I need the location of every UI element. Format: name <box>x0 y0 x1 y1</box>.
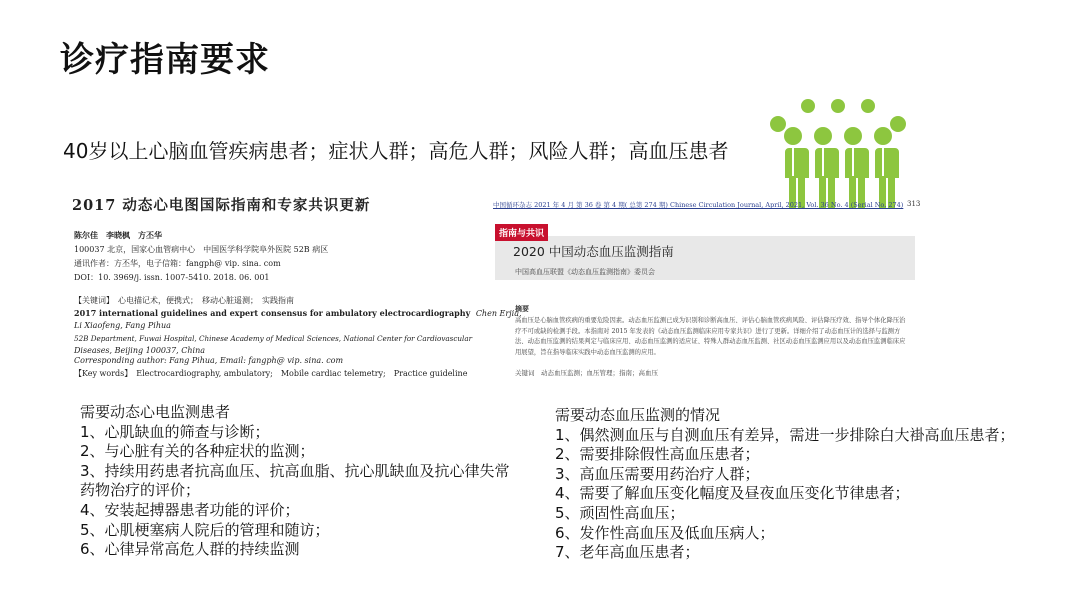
bp-paper-abstract-heading: 摘要 <box>515 304 529 313</box>
list-item: 4、安装起搏器患者功能的评价； <box>80 500 300 519</box>
list-heading: 需要动态心电监测患者 <box>80 403 231 421</box>
people-group-icon <box>762 96 914 212</box>
ecg-paper-corresponding: 通讯作者：方丕华，电子信箱：fangph@ vip. sina. com <box>74 259 281 268</box>
bp-guideline-paper <box>493 196 923 384</box>
guideline-tag: 指南与共识 <box>495 224 548 241</box>
list-item: 3、持续用药患者抗高血压、抗高血脂、抗心肌缺血及抗心律失常 <box>80 461 510 480</box>
person-head <box>861 99 875 113</box>
list-item: 2、需要排除假性高血压患者； <box>555 445 760 464</box>
person-head <box>831 99 845 113</box>
bp-indications-list <box>555 406 1055 563</box>
ecg-indications-list <box>80 403 540 560</box>
bp-paper-title: 2020 中国动态血压监测指南 <box>513 244 674 259</box>
ecg-paper-title-en: 2017 international guidelines and expert consensus for ambulatory electrocardiography Chen Erjia, <box>74 308 522 318</box>
slide-title: 诊疗指南要求 <box>60 40 270 80</box>
bp-paper-abstract: 高血压是心脑血管疾病的重要危险因素。动态血压监测已成为识别和诊断高血压、评估心脑血管疾病风险、评估降压疗效、指导个体化降压治疗不可或缺的检测手段。本指南对 2015 年发表的《动态血压监测临床应用专家共识》进行了更新。详细介绍了动态血压计的选择与监测方法、动态血压监测的结果判定与临床应用、动态血压监测的适应证、特殊人群动态血压监测、社区动态血压监测应用以及动态血压监测临床应用展望，旨在指导临床实践中动态血压监测的应用。 <box>515 317 906 356</box>
bp-paper-keywords: 关键词 动态血压监测；血压管理；指南；高血压 <box>515 369 658 377</box>
bp-paper-committee: 中国高血压联盟《动态血压监测指南》委员会 <box>515 268 655 276</box>
target-population-text: 40岁以上心脑血管疾病患者；症状人群；高危人群；风险人群；高血压患者 <box>63 139 729 163</box>
ecg-paper-address: 100037 北京，国家心血管病中心 中国医学科学院阜外医院 52B 病区 <box>74 245 329 254</box>
ecg-paper-doi: DOI：10. 3969/j. issn. 1007-5410. 2018. 06. 001 <box>74 273 270 282</box>
list-item: 4、需要了解血压变化幅度及昼夜血压变化节律患者； <box>555 484 910 503</box>
list-item: 7、老年高血压患者； <box>555 543 700 562</box>
ecg-paper-dept-en: 52B Department, Fuwai Hospital, Chinese Academy of Medical Sciences, National Center for Cardiovascular <box>74 334 473 343</box>
person-head <box>784 127 802 145</box>
list-item: 2、与心脏有关的各种症状的监测； <box>80 442 315 461</box>
ecg-paper-corresponding-en: Corresponding author: Fang Pihua, Email: fangph@ vip. sina. com <box>74 356 344 365</box>
person-head <box>770 116 786 132</box>
list-item: 药物治疗的评价； <box>80 481 201 500</box>
person-head <box>890 116 906 132</box>
person-head <box>844 127 862 145</box>
ecg-paper-authors: 陈尔佳 李晓枫 方丕华 <box>74 230 162 240</box>
person-head <box>874 127 892 145</box>
person-head <box>801 99 815 113</box>
ecg-paper-keywords-cn: 【关键词】 心电描记术，便携式； 移动心脏遥测； 实践指南 <box>74 296 294 305</box>
list-item: 1、心肌缺血的筛查与诊断； <box>80 422 270 441</box>
ecg-paper-keywords-en: 【Key words】 Electrocardiography, ambulatory; Mobile cardiac telemetry; Practice guideline <box>74 369 468 378</box>
list-item: 5、顽固性高血压； <box>555 503 685 522</box>
list-item: 1、偶然测血压与自测血压有差异，需进一步排除白大褂高血压患者； <box>555 425 1015 444</box>
list-item: 6、发作性高血压及低血压病人； <box>555 523 775 542</box>
ecg-paper-dept-en-2: Diseases, Beijing 100037, China <box>74 346 206 355</box>
ecg-paper-title: 2017 动态心电图国际指南和专家共识更新 <box>72 197 371 214</box>
bp-paper-journal-header: 中国循环杂志 2021 年 4 月 第 36 卷 第 4 期( 总第 274 期) Chinese Circulation Journal, April, 2021, Vol. 36 No. 4 (Serial No. 274) <box>493 201 904 209</box>
list-item: 6、心律异常高危人群的持续监测 <box>80 540 300 559</box>
ecg-paper-authors-en: Li Xiaofeng, Fang Pihua <box>74 321 171 330</box>
list-item: 3、高血压需要用药治疗人群； <box>555 464 760 483</box>
person-head <box>814 127 832 145</box>
bp-paper-page-number: 313 <box>907 200 921 208</box>
list-heading: 需要动态血压监测的情况 <box>555 406 721 424</box>
list-item: 5、心肌梗塞病人院后的管理和随访； <box>80 520 330 539</box>
